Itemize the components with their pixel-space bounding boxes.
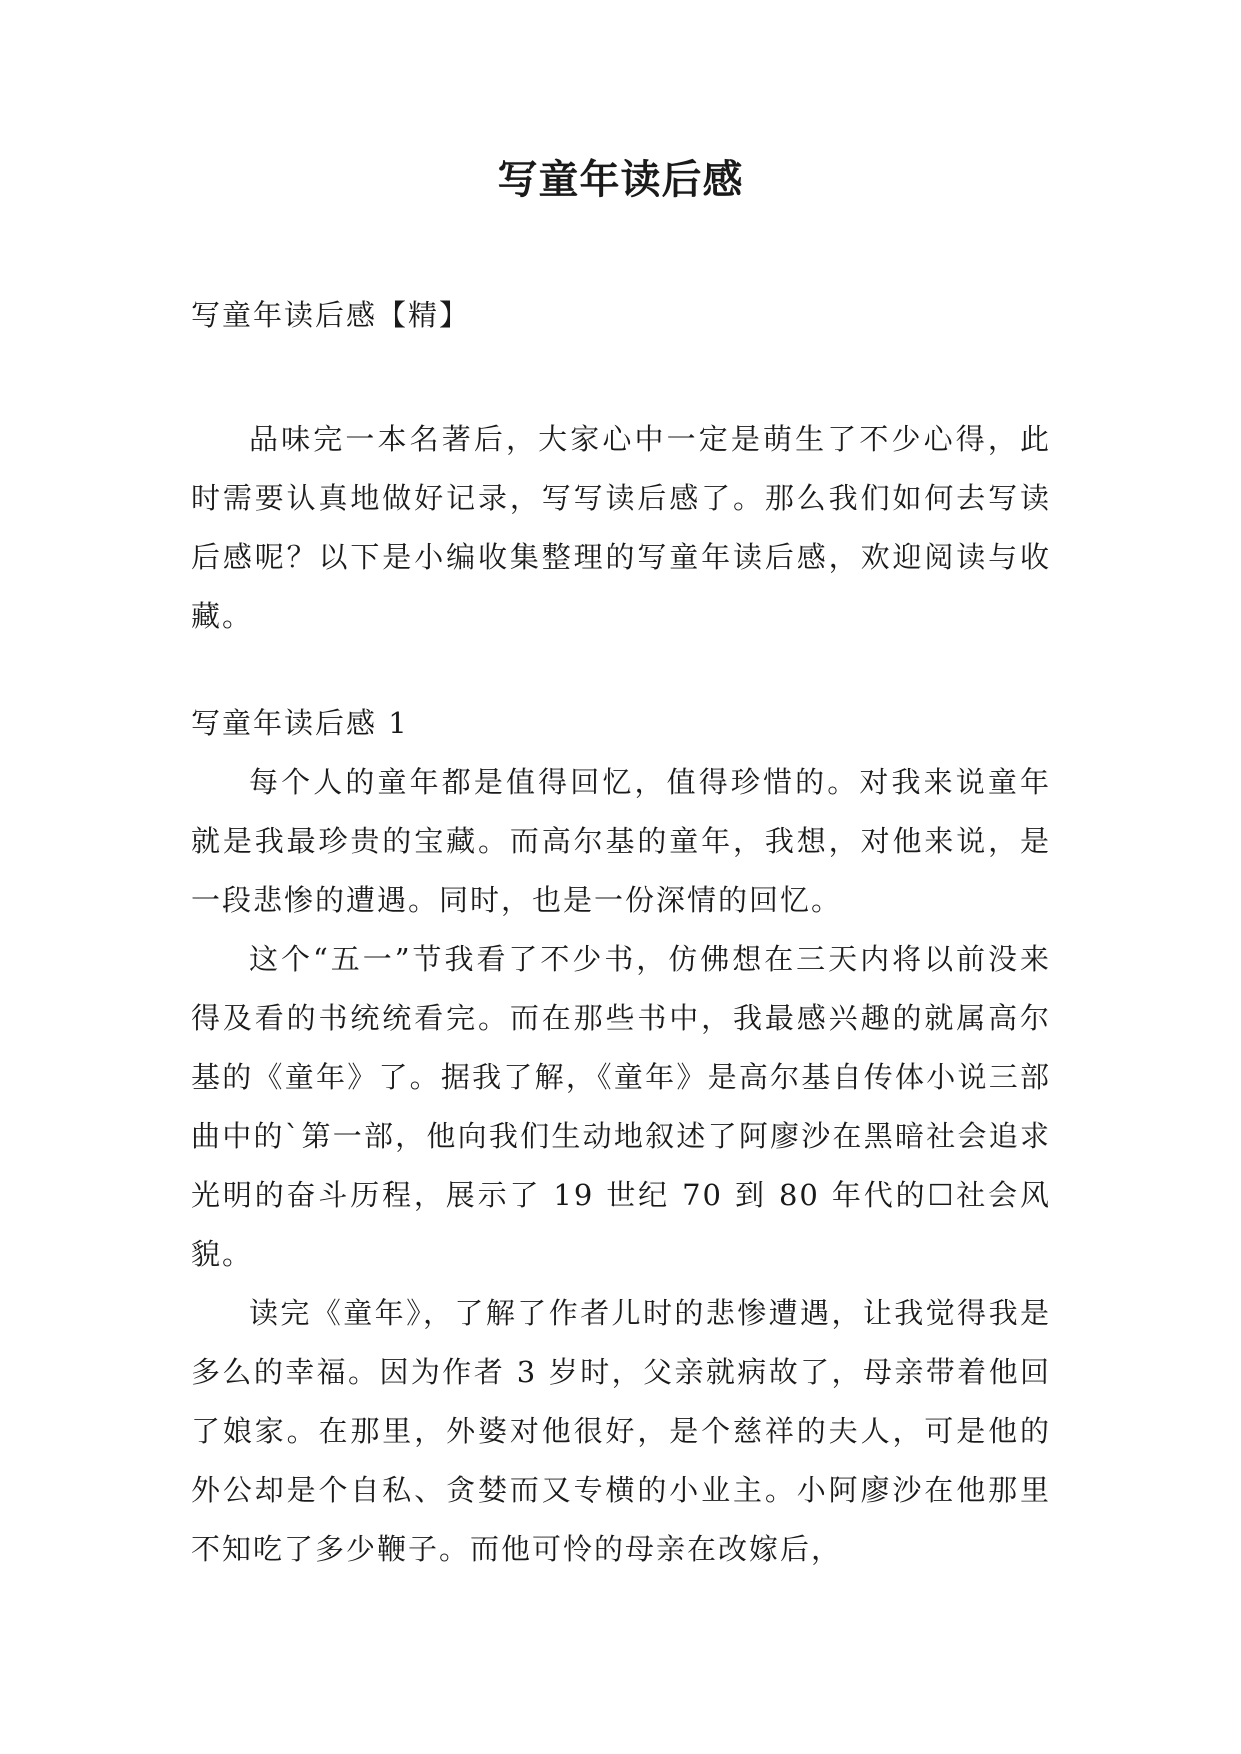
essay-paragraph: 这个“五一”节我看了不少书，仿佛想在三天内将以前没来得及看的书统统看完。而在那些书中，我最感兴趣的就属高尔基的《童年》了。据我了解，《童年》是高尔基自传体小说三部曲中的`第一部，他向我们生动地叙述了阿廖沙在黑暗社会追求光明的奋斗历程，展示了 19 世纪 70 到 80 年代的☐社会风貌。 [191, 942, 1051, 1271]
intro-paragraph: 品味完一本名著后，大家心中一定是萌生了不少心得，此时需要认真地做好记录，写写读后感了。那么我们如何去写读后感呢？以下是小编收集整理的写童年读后感，欢迎阅读与收藏。 [191, 422, 1051, 633]
essay-paragraph: 读完《童年》，了解了作者儿时的悲惨遭遇，让我觉得我是多么的幸福。因为作者 3 岁时，父亲就病故了，母亲带着他回了娘家。在那里，外婆对他很好，是个慈祥的夫人，可是他的外公却是个自私、贪婪而又专横的小业主。小阿廖沙在他那里不知吃了多少鞭子。而他可怜的母亲在改嫁后， [191, 1296, 1051, 1566]
essay-paragraph: 每个人的童年都是值得回忆，值得珍惜的。对我来说童年就是我最珍贵的宝藏。而高尔基的童年，我想，对他来说，是一段悲惨的遭遇。同时，也是一份深情的回忆。 [191, 765, 1051, 917]
essay-section [191, 694, 1051, 1579]
subtitle-text: 写童年读后感【精】 [191, 298, 471, 332]
intro-section [191, 410, 1051, 646]
document-title: 写童年读后感 [497, 156, 744, 203]
essay-heading: 写童年读后感 1 [191, 706, 409, 740]
document-subtitle [191, 286, 1051, 345]
